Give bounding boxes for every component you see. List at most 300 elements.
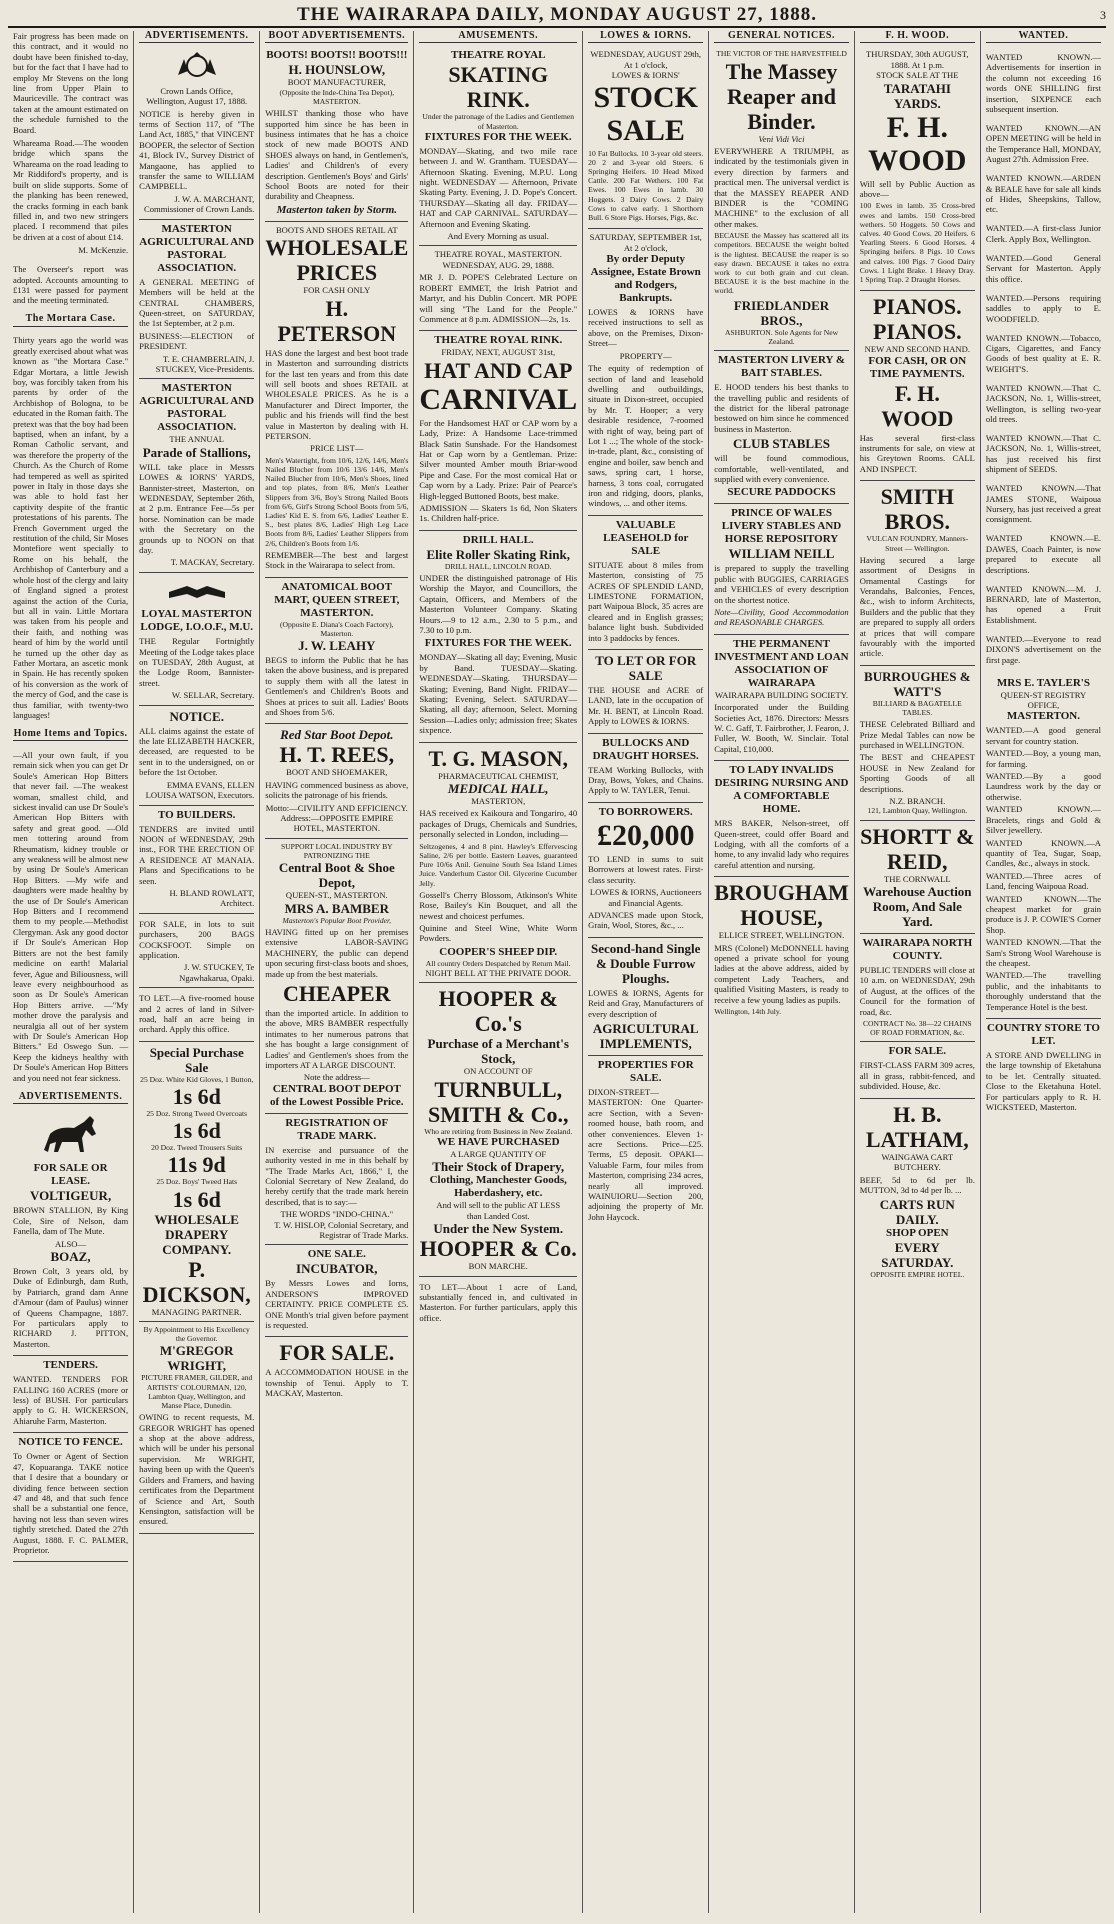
auctioneers: LOWES & IORNS, Auctioneers and Financial Agents. [589,887,702,908]
wanted-item: WANTED KNOWN.—AN OPEN MEETING will be held in the Temperance Hall, MONDAY, August 27th. Admission Free. [985,123,1102,165]
permanent-ad [714,635,848,761]
red-star-title: Red Star Boot Depot. [280,727,394,743]
anatomical-sub: (Opposite E. Diana's Coach Factory), Masterton. [280,619,394,638]
wood-sale-ad [860,46,975,291]
wanted-item: WANTED KNOWN.—M. J. BERNARD, late of Masterton, has opened a Fruit Establishment. [985,583,1102,625]
ladies-text: MRS BAKER, Nelson-street, off Queen-street, could offer Board and Lodging, with all the comforts of a home, to any invalid lady who requires careful attention and nursing. [714,818,849,870]
rees-address: Address:—OPPOSITE EMPIRE HOTEL, MASTERTON. [280,813,394,834]
voltigeur-text: BROWN STALLION, By King Cole, Sire of Nelson, dam Fanella, dam of The Mute. [13,1205,129,1237]
carnival-admission: ADMISSION — Skaters 1s 6d, Non Skaters 1s. Children half-price. [419,502,578,524]
hooper-ad [419,983,577,1276]
column-2 [134,31,260,1913]
cheaper-text: than the imported article. In addition to the above, MRS BAMBER respectfully intimates to her numerous patrons that she has bought a large consignment of Ladies' and Gentlemen's shoes from the importers AT A LARGE DISCOUNT. [265,1007,409,1070]
wanted-item: WANTED KNOWN.—E. DAWES, Coach Painter, is now prepared to execute all descriptions. [985,533,1102,575]
stock-sale-title: STOCK SALE [593,80,698,147]
cocksfoot-ad [139,914,254,988]
loan-text: TO LEND in sums to suit Borrowers at lowest rates. First-class security. [588,853,704,885]
anatomical-title: ANATOMICAL BOOT MART, QUEEN STREET, MASTERTON. [274,580,400,619]
wales-title: PRINCE OF WALES LIVERY STABLES AND HORSE REPOSITORY [721,507,842,546]
medical-hall: MEDICAL HALL, [447,781,549,797]
wood-name-2: F. H. WOOD [881,380,954,431]
carnival-ad [419,331,577,530]
hounslow-text: WHILST thanking those who have supported him since he has been in business intimates that he has a choice stock of new made BOOTS AND SHOES always on hand, in Gentlemen's, Ladies' and Children's of every description. Gentlemen's Boys' and Girls' School Boots are noted for their durability and Cheapness. [265,108,409,202]
sale-who: LOWES & IORNS' [611,70,680,81]
crown-text: NOTICE is hereby given in terms of Section 117, of "The Land Act, 1885," that VINCENT BOOPER, the selector of Section 41, Block IV., Survey District of Mangaone, has applied to transfer the same to WILLIAM CAMPBELL. [139,108,255,192]
brougham-address: ELLICE STREET, WELLINGTON. [718,930,845,941]
county-title: WAIRARAPA NORTH COUNTY. [862,937,973,963]
hat-cap: HAT AND CAP [424,357,573,383]
neill-text: is prepared to supply the travelling public with BUGGIES, CARRIAGES and VEHICLES of every description on the shortest notice. [714,563,849,605]
voltigeur-ad [13,1107,128,1356]
country-orders: All country Orders Despatched by Return Mail. [425,958,571,968]
shop-open: SHOP OPEN [885,1227,949,1240]
landed-cost: than Landed Cost. [466,1210,530,1221]
billiard-title: BILLIARD & BAGATELLE TABLES. [872,698,962,717]
registration-title: REGISTRATION OF TRADE MARK. [285,1116,389,1142]
saturday-date: SATURDAY, SEPTEMBER 1st, At 2 o'clock, [589,232,702,253]
elite-title: Elite Roller Skating Rink, [426,546,570,562]
hounslow-address: (Opposite the Inde-China Tea Depot), MASTERTON. [279,87,395,107]
vulcan: VULCAN FOUNDRY, Manners-Street — Wellington. [866,534,969,553]
elite-text: UNDER the distinguished patronage of His Worship the Mayor, and Councillors, the Captain, Officers, and Members of the Masterton Volunteer Company. Skating Hours.—9 to 12 a.m., 2.30 to 5 p.m., and 7.30 to 10 p.m. [419,572,578,636]
registry-item: WANTED KNOWN.—A quantity of Tea, Sugar, Soap, Candles, &c., always in stock. [985,837,1102,869]
wales-ad [714,504,848,634]
turnbull-name: TURNBULL, SMITH & Co., [427,1076,569,1127]
notice-text: ALL claims against the estate of the late ELIZABETH HACKER, deceased, are requested to be sent in to the undersigned, on or before the 1st October. [139,725,255,778]
purchase-title: Purchase of a Merchant's [427,1036,569,1052]
every-morning: And Every Morning as usual. [447,231,549,242]
forsale-title: FOR SALE. [279,1340,395,1366]
cheaper: CHEAPER [283,980,391,1006]
hooper-signature: HOOPER & Co. [419,1236,577,1262]
agri-title: AGRICULTURAL IMPLEMENTS, [592,1020,699,1051]
bullocks-ad [588,734,703,803]
price-value: 1s 6d [172,1084,221,1110]
cocksfoot-text: FOR SALE, in lots to suit purchasers, 200 BAGS COCKSFOOT. Simple on application. [139,918,255,960]
signature: M. McKenzie. [78,245,129,256]
lodge-ad [139,573,254,706]
tenders-ad [13,1356,128,1433]
overseer-text: The Overseer's report was adopted. Accounts amounting to £131 were passed for payment and the meeting terminated. [13,264,129,306]
latham-ad [860,1099,975,1284]
best-house: The BEST and CHEAPEST HOUSE in New Zealand for Sporting Goods of all descriptions. [859,752,975,794]
price-value: 11s 9d [167,1152,226,1178]
mcgregor-ad [139,1322,254,1534]
concert-text: MR J. D. POPE'S Celebrated Lecture on ROBERT EMMET, the Irish Patriot and Martyr, and his Dublin Concert. MR POPE will sing "The Land for the People." Commence at 8 p.m. ADMISSION—2s, 1s. [419,272,578,324]
leasehold-title: VALUABLE LEASEHOLD for SALE [603,518,689,557]
large-quantity: A LARGE QUANTITY OF [450,1148,547,1159]
registry-item: WANTED KNOWN.—Bracelets, rings and Gold & Silver jewellery. [985,804,1102,836]
column-4 [414,31,583,1913]
latham-name: H. B. LATHAM, [865,1101,969,1152]
page-number: 3 [1100,7,1106,22]
intro-text-2: Whareama Road.—The wooden bridge which spans the Whareama on the road leading to Mr Riddiford's property, and is built on slide supports. Some of the planking has been renewed, the cracks forming in each bank filled in, and two new stringers placed. I recommend that piles be driven at a cost of about £14. [13,138,129,242]
property-label: PROPERTY— [619,350,672,361]
special-title: Special Purchase Sale [149,1044,244,1075]
price-row [139,1143,254,1177]
night-bell: NIGHT BELL AT THE PRIVATE DOOR. [425,967,572,978]
club-text: will be found commodious, comfortable, well-ventilated, and supplied with every convenience. [714,453,849,484]
hounslow-role: BOOT MANUFACTURER, [287,77,386,88]
elite-ad [419,531,577,743]
lodge-signature: W. SELLAR, Secretary. [171,690,255,701]
sell-text: And will sell to the public AT LESS [436,1200,561,1211]
crown-date: Wellington, August 17, 1888. [146,96,248,107]
wanted-item: WANTED.—Good General Servant for Masterton. Apply this office. [985,252,1102,284]
neill-note: Note—Civility, Good Accommodation and REASONABLE CHARGES. [714,606,849,628]
livery-title: MASTERTON LIVERY & BAIT STABLES. [718,354,845,380]
bamber-sub: Masterton's Popular Boot Provider, [282,915,392,925]
general-notices-header: GENERAL NOTICES. [714,31,848,43]
parade-title: Parade of Stallions, [142,444,251,460]
properties-text: DIXON-STREET—MASTERTON: One Quarter-acre Section, with a Seven-roomed house, bath room, and other conveniences. Eleven 1-acre Sections. Price—£25. Terms, £5 deposit. OPAKI—Valuable Farm, four miles from Masterton, comprising 234 acres, nearly all improved. WAINUIORU—Section 200, adjoining the property of Mr. John Haycock. [588,1086,704,1222]
mortara-text: Thirty years ago the world was greatly exercised about what was known as "the Mortara Case." Edgar Mortara, a little Jewish boy, was forcibly taken from his parents by order of the Archbishop of Bologna, to be educated in the Roman faith. The pretext was that the boy had been baptised, when an infant, by a Roman Catholic servant, and was therefore the property of the Church. As the Church of Rome had tempered as well as spirited power in Italy in those days she was able to hold fast her captivity despite of the frantic protestations of his parents. The French Government urged the restitution of the child, Sir Moses Montefiore went specially to Rome on his behalf, the Archbishop of Canterbury and a whole host of the clergy and laity of England signed a protest against the action of the Curia, but all in vain. Little Mortara was taken from his people and their faith, and nothing was heard of him by the world until he turned up the other day as Father Mortara, an ascetic monk in Spain. He has recently spoken of his conversion as the work of the mercy of God, and the case is thus familiar, with twenty-two languages! [13,335,129,720]
tenders-title: TENDERS. [43,1359,98,1372]
stock-title: Stock, [481,1051,516,1067]
because-text: BECAUSE the Massey has scattered all its competitors. BECAUSE the weight bolted is the lightest. BECAUSE the reaper is so easy drawn. BECAUSE it takes no extra work to cut both grain and cut clean. BECAUSE it is the best machine in the world. [714,231,849,296]
wood-date: THURSDAY, 30th AUGUST, 1888. At 1 p.m. [866,49,969,70]
hooper-title: HOOPER & Co.'s [438,986,558,1037]
neill-name: WILLIAM NEILL [728,546,835,562]
price-label: 25 Doz. Boys' Tweed Hats [156,1177,238,1187]
wanted-item: WANTED KNOWN.—That JAMES STONE, Waipoua Nursery, has just received a great consignment. [985,483,1102,525]
properties-ad [588,1056,703,1228]
club-title: CLUB STABLES [733,436,830,452]
hounslow-ad [265,46,408,221]
new-system: Under the New System. [433,1221,564,1237]
peterson-text: HAS done the largest and best boot trade in Masterton and surrounding districts for the last ten years and from this date will sell boots and shoes RETAIL at WHOLESALE PRICES. As he is a Manufacturer and Direct Importer, the public and his friends will find the best value in Masterton by dealing with H. PETERSON. [265,347,409,441]
peterson-name: H. PETERSON [277,295,397,346]
county-ad [860,934,975,1042]
wanted-item: WANTED KNOWN.—That C. JACKSON, No. 1, Willis-street, Wellington, is selling two-year old trees. [985,382,1102,424]
agents-text: LOWES & IORNS, Agents for Reid and Gray, Manufacturers of every description of [588,987,704,1019]
haberdashery-title: Haberdashery, etc. [454,1187,543,1200]
rees-name: H. T. REES, [279,742,395,768]
bon-marche: BON MARCHE. [468,1261,528,1272]
secure-paddocks: SECURE PADDOCKS [727,486,836,499]
farm-sale-ad [860,1042,975,1098]
country-store-ad [986,1019,1101,1118]
billiard-ad [860,666,975,821]
lodge-title: LOYAL MASTERTON LODGE, I.O.O.F., M.U. [140,608,254,634]
lowes-header: LOWES & IORNS. [588,31,703,43]
central-depot: CENTRAL BOOT DEPOT [272,1082,401,1095]
latham-text: BEEF, 5d to 6d per lb. MUTTON, 3d to 4d per lb. ... [859,1174,975,1195]
mcgregor-subtitle: PICTURE FRAMER, GILDER, and ARTISTS' COLOURMAN, 120, Lambton Quay, Wellington, and Manse Place, Dunedin. [141,1373,253,1411]
brougham-text: MRS (Colonel) McDONNELL having opened a private school for young ladies at the above address, aided by competent Lady Teachers, and qualified Visiting Masters, is ready to receive a few young ladies as pupils. [714,942,849,1005]
lodge-text: THE Regular Fortnightly Meeting of the Lodge takes place on TUESDAY, 28th August, at the Lodge Room, Bannister-street. [139,636,255,688]
column-3 [260,31,414,1913]
drapery: DRAPERY [165,1226,229,1242]
wanted-item: WANTED KNOWN.—Tobacco, Cigars, Cigarettes, and Fancy Goods of best quality at E. R. WEIGHT'S. [985,332,1102,374]
builders-signature: H. BLAND ROWLATT, Architect. [169,887,255,909]
friedlander-sub: ASHBURTON. Sole Agents for New Zealand. [724,327,839,346]
builders-ad [139,806,254,914]
cash-terms: FOR CASH, OR ON TIME PAYMENTS. [868,354,967,380]
crown-signature: J. W. A. MARCHANT, Commissioner of Crown Lands. [144,193,255,215]
hounslow-name: H. HOUNSLOW, [288,62,386,78]
notice-to-fence-text: To Owner or Agent of Section 47, Kopuaranga. TAKE notice that I desire that a boundary or dividing fence between section 47 and 48, and that such fence shall be a substantial one fence, having not less than seven wires tightly stretched. Dated the 27th August, 1888. F. C. PALMER, Proprietor. [13,1451,129,1555]
mortara-title: The Mortara Case. [13,314,128,326]
wanted-item: WANTED KNOWN.—That C. JACKSON, No. 1, Willis-street, has just received his first shipment of SEEDS. [985,432,1102,475]
friedlander-name: FRIEDLANDER BROS., [733,297,830,328]
masterton-association-ad [139,220,254,380]
accommodation-ad [265,1337,408,1404]
tolet-text: TO LET.—A five-roomed house and 2 acres of land in Silver-road, half an acre being in orchard. Apply this office. [139,993,255,1035]
rees-text: HAVING commenced business as above, solicits the patronage of his friends. [265,779,409,801]
column-8 [981,31,1106,1913]
theatre-title: THEATRE ROYAL [451,49,546,62]
column-7 [855,31,981,1913]
deputy-text: LOWES & IORNS have received instructions to sell as above, on the Premises, Dixon-Street— [588,307,704,349]
ladies-title: TO LADY INVALIDS DESIRING NURSING AND A COMFORTABLE HOME. [714,764,849,816]
smith-text: Having secured a large assortment of Designs in Ornamental Castings for Verandahs, Balconies, Fences, &c., wish to inform Architects, Builders and the public that they are prepared to supply all orders at prices that will compare favourably with the imported article. [859,554,975,659]
sale-date: WEDNESDAY, AUGUST 29th, At 1 o'clock, [590,49,702,70]
dickson-role: MANAGING PARTNER. [151,1306,242,1317]
wanted-item: WANTED.—Persons requiring saddles to apply to E. WOODFIELD. [985,292,1102,324]
contract-title: CONTRACT No. 38—22 CHAINS OF ROAD FORMATION, &c. [862,1019,972,1038]
carnival-text: For the Handsomest HAT or CAP worn by a Lady, Prize: A Handsome Lace-trimmed Black Satin Sunshade. For the Handsomest Hat or Cap worn by a Gentleman. Prize: Silver mounted Amber mouth Briar-wood Pipe and Case. For the most comical Hat or Cap worn by a Lady. Prize: Pair of Pearce's High-legged Buttoned Boots, best make. [419,417,578,501]
taratahi-yards: TARATAHI YARDS. [883,80,951,111]
registry-title: QUEEN-ST REGISTRY OFFICE, [1000,689,1087,711]
boots-banner: BOOTS! BOOTS!! BOOTS!!! [266,49,408,62]
registry-item: WANTED KNOWN.—The cheapest market for grain produce is J. P. COWIE'S Corner Shop. [985,893,1102,935]
warehouse-title: Warehouse Auction Room, And Sale Yard. [863,884,972,930]
home-items-text: —All your own fault, if you remain sick when you can get Dr Soule's American Hop Bitters that never fail. —The weakest woman, smallest child, and sickest invalid can use Dr Soule's American Hop Bitters with safety and great good. —Old men tottering around from Rheumatism, kidney trouble or any weakness will be almost new by using Dr Soule's American Hop Bitters. —My wife and daughters were made healthy by the use of Dr Soule's American Hop Bitters and I recommend them to my people.—Methodist Clergyman. Ask any good doctor if Dr Soule's American Hop Bitters are not the best family medicine on earth! Malarial fever, Ague and Biliousness, will leave every neighbourhood as soon as Dr Soule's American Hop Bitters arrive. —"My mother drove the paralysis and neuralgia all out of her system with Dr Soule's American Hop Bitters." Ed Oswego Sun. —Keep the kidneys healthy with Dr Soule's American Hop Bitters and you need not fear sickness. [13,749,129,1083]
bamber-text: HAVING fitted up on her premises extensive LABOR-SAVING MACHINERY, the public can depend upon securing first-class boots and shoes, made up from the best materials. [265,926,409,979]
shortt-ad [860,821,975,934]
boaz-text: Brown Colt, 3 years old, by Duke of Edinburgh, dam Ruth, by Patriarch, grand dam Anne d'Amour (dam of Paulus) winner of Queens Champagne, 1887. For particulars apply to RICHARD J. PITTON, Masterton. [13,1266,129,1349]
company: COMPANY. [162,1241,232,1257]
voltigeur-name: VOLTIGEUR, [29,1188,112,1204]
anatomical-ad [265,578,408,725]
association-text: A GENERAL MEETING of Members will be held at the CENTRAL CHAMBERS, Queen-street, on SATURDAY, the 1st September, at 2 p.m. [139,276,255,329]
wood-list: 100 Ewes in lamb. 35 Cross-bred ewes and lambs. 150 Cross-bred wethers. 50 Hoggets. 50 Cows and calves. 40 Good Cows. 20 Heifers. 6 Yearling Steers. 6 Good Horses. 4 Springing heifers. 8 Pigs. 10 Cows and calves. 100 Pigs. 7 Good Dairy Cows. 1 Light Brake. 1 Heavy Dray. 1 Spring Trap. 2 Draught Horses. [859,201,975,285]
carnival: CARNIVAL [419,382,578,416]
registry-item: WANTED.—Boy, a young man, for farming. [985,748,1102,769]
remember-text: REMEMBER—The best and largest Stock in the Wairarapa to select from. [265,549,409,571]
registry-item: WANTED.—Three acres of Land, fencing Waipoua Road. [985,870,1102,892]
rees-motto: Motto:—CIVILITY AND EFFICIENCY. [265,802,408,813]
bamber-name: MRS A. BAMBER [284,900,389,916]
registry-town: MASTERTON. [1006,710,1080,723]
mason-role: PHARMACEUTICAL CHEMIST, [438,770,559,781]
registry-item: WANTED.—By a good Laundress work by the day or otherwise. [985,771,1102,802]
boaz-name: BOAZ, [50,1249,91,1264]
wood-stock-sale: STOCK SALE AT THE [876,70,959,81]
dickson-name: P. DICKSON, [142,1256,251,1307]
mcgregor-body: OWING to recent requests, M. GREGOR WRIGHT has opened a shop at the above address, which will be under his personal supervision. Mr WRIGHT, having been up with the Queen's Gilders and Framers, and having certificates from the Department of Science and Art, South Kensington, satisfaction will be ensured. [139,1412,255,1527]
intro-text: Fair progress has been made on this contract, and it would no doubt have been finished to-day, but for the fact that I have had to employ Mr Stevens on the long line from Upper Plain to Mauriceville. The contract was taken at the amount estimated on the schedule furnished to the Board. [13,31,129,135]
mason-name: T. G. MASON, [428,745,568,771]
rink-title: THEATRE ROYAL RINK. [434,334,563,347]
wood-text: Will sell by Public Auction as above— [859,178,975,200]
royal-crest-icon [139,51,254,83]
smith-name: SMITH BROS. [880,484,954,535]
builders-text: TENDERS are invited until NOON of WEDNESDAY, 29th inst., FOR THE ERECTION OF A RESIDENCE AT MANAIA. Plans and Specifications to be seen. [139,823,255,886]
brougham-date: Wellington, 14th July. [714,1007,782,1017]
victor-line: THE VICTOR OF THE HARVESTFIELD [716,49,847,59]
massey-text: EVERYWHERE A TRIUMPH, as indicated by the testimonials given in every direction by farmers and practical men. The universal verdict is that the MASSEY REAPER AND BINDER is the "COMING MACHINE" to the exclusion of all other makes. [714,146,849,229]
rees-role: BOOT AND SHOEMAKER, [286,767,388,778]
incubator-text: By Messrs Lowes and Iorns, ANDERSON'S IMPROVED CERTAINTY. PRICE COMPLETE £5. ONE Month's trial given before payment is requested. [265,1278,409,1331]
lady-invalids-ad [714,761,848,877]
price-row [139,1109,254,1143]
price-row [139,1075,254,1109]
wood-header: F. H. WOOD. [860,31,975,43]
concert-title: THEATRE ROYAL, MASTERTON. WEDNESDAY, AUG. 29, 1888. [434,249,562,270]
parade-association: MASTERTON AGRICULTURAL AND PASTORAL ASSOCIATION. [139,382,255,434]
wanted-item: WANTED KNOWN.—Advertisements for insertion in the column not exceeding 16 words ONE SHILLING first insertion, SIXPENCE each subsequent insertion. [985,52,1102,115]
brougham-title: BROUGHAM HOUSE, [714,880,849,931]
wanted-item: WANTED KNOWN.—ARDEN & BEALE have for sale all kinds of Hides, Sheepskins, Tallow, etc. [985,173,1102,215]
pianos-title: PIANOS. PIANOS. [872,294,962,345]
permanent-sub: WAIRARAPA BUILDING SOCIETY. [715,689,848,700]
association-business: BUSINESS:—ELECTION of PRESIDENT. [139,330,255,352]
county-text: PUBLIC TENDERS will close at 10 a.m. on WEDNESDAY, 29th of August, at the offices of the Council for the formation of road, &c. [859,965,975,1017]
brougham-ad [714,877,848,1020]
skating-title: SKATING RINK. [448,62,549,113]
pianos-ad [860,291,975,481]
handshake-icon [139,578,254,606]
purchased-title: WE HAVE PURCHASED [436,1135,560,1148]
opposite-hotel: OPPOSITE EMPIRE HOTEL. [870,1270,965,1280]
cooper-dip: COOPER'S SHEEP DIP. [439,945,558,958]
incubator-title: ONE SALE. [307,1248,366,1261]
red-star-ad [265,724,408,838]
wanted-header: WANTED. [986,31,1101,43]
burroughes-name: BURROUGHES & WATT'S [864,668,971,699]
property-text: The equity of redemption of section of land and leasehold dwelling and outbuildings, situate in Dixon-street, occupied by Mr. T. Hooper; a very desirable residence, 7-roomed with right of way, being part of Lot 1 ...; The whole of the stock-in-trade, plant, &c., consisting of engine and boiler, saw bench and saws, spring cart, 1 horse, harness, 3 tons coal, corrugated iron and ridging, doors, planks, windows, ... and other items. [588,363,704,509]
notice-to-fence-title: NOTICE TO FENCE. [18,1436,123,1449]
special-purchase-ad [139,1042,254,1322]
cornwall: THE CORNWALL [884,873,951,884]
borrowers-ad [588,803,703,938]
also-label: ALSO— [55,1238,87,1249]
registry-item: WANTED.—A good general servant for country station. [985,725,1102,746]
association-title: MASTERTON AGRICULTURAL AND PASTORAL ASSOCIATION. [139,222,255,274]
mason-text: HAS received ex Kaikoura and Tongariro, 40 packages of Drugs, Chemicals and Sundries, personally selected in London, including— [419,808,578,840]
tenders-text: WANTED. TENDERS FOR FALLING 160 ACRES (more or less) of BUSH. For particulars apply to G. H. WICKERSON, Ahiaruhe Farm, Masterton. [13,1374,129,1426]
shortt-name: SHORTT & REID, [860,823,975,874]
skating-sub: Under the patronage of the Ladies and Gentlemen of Masterton. [422,112,575,131]
masthead-title: THE WAIRARAPA DAILY, MONDAY AUGUST 27, 1888. [297,4,817,25]
rink-date: FRIDAY, NEXT, AUGUST 31st, [441,347,556,358]
mason-text-3: Quinine and Steel Wine, White Worm Powders. [419,922,578,944]
smith-ad [860,481,975,665]
nz-branch: N.Z. BRANCH. [889,796,946,807]
every-saturday: EVERY SATURDAY. [881,1240,954,1271]
columns [8,31,1106,1913]
ploughs-ad [588,938,703,1056]
parade-text: WILL take place in Messrs LOWES & IORNS' YARDS, Bannister-street, Masterton, on WEDNESDAY, September 26th, at 2 p.m. Entrance Fee—5s per horse. Nomination can be made with the Secretary on the grounds up to NOON on that day. [139,461,255,555]
central-title: Central Boot & Shoe Depot, [278,860,395,891]
registration-words: THE WORDS "INDO-CHINA." [280,1209,394,1220]
butchery: WAINGAWA CART BUTCHERY. [881,1151,954,1173]
mason-address: MASTERTON, [471,796,526,807]
lowest-price: of the Lowest Possible Price. [270,1095,404,1108]
drill-title: DRILL HALL. [462,533,534,546]
incubator-name: INCUBATOR, [296,1261,378,1277]
advertisements-header: ADVERTISEMENTS. [139,31,254,43]
mason-list: Seltzogenes, 4 and 8 pint. Hawley's Effervescing Saline, 2/6 per bottle. Eastern Leaves, guaranteed Pure 10/6s Anil. Genuine South Sea Island Limes Juice. Vanderhum Castor Oil. Glycerine Cucumber Jelly. [419,841,578,888]
column-6 [709,31,854,1913]
cocksfoot-signature: J. W. STUCKEY, Te Ngawhakarua, Opaki. [179,962,255,983]
horse-icon [13,1112,128,1160]
wood2-text: Has several first-class instruments for sale, on view at his Greytown Rooms. CALL AND INSPECT. [859,432,975,474]
elite-address: DRILL HALL, LINCOLN ROAD. [444,561,552,571]
cash-only: FOR CASH ONLY [303,285,371,296]
advances-text: ADVANCES made upon Stock, Grain, Wool, Stores, &c., ... [588,909,704,931]
crown-lands-ad [139,46,254,219]
price-label: 25 Doz. White Kid Gloves, 1 Button, [140,1074,254,1084]
livery-text: E. HOOD tenders his best thanks to the travelling public and residents of the district for the liberal patronage bestowed on him since he commenced business in Masterton. [714,382,849,434]
bullocks-text: TEAM Working Bullocks, with Dray, Bows, Yokes, and Chains. Apply to W. TAYLER, Tenui. [588,764,704,796]
elite-fixtures: FIXTURES FOR THE WEEK. [424,637,572,650]
price-list-title: PRICE LIST— [310,443,364,454]
drapery-title: Their Stock of Drapery, [432,1159,565,1175]
notice-to-fence-ad [13,1433,128,1562]
peterson-ad [265,222,408,578]
price-row [139,1177,254,1211]
elite-fixtures-text: MONDAY—Skating all day; Evening, Music by Band. TUESDAY—Skating. WEDNESDAY—Skating. THURSDAY—Skating; Evening, Band Night. FRIDAY—Skating; Evening, Select. SATURDAY—Skating, all day; afternoon, Select. Morning Session—Ladies only; admission free; Skates sixpence. [419,652,578,736]
mason-ad [419,743,577,984]
mason-text-2: Gossell's Cherry Blossom, Atkinson's White Rose, Bailey's Kin Bouquet, and all the newest and choicest perfumes. [419,889,578,921]
loan-amount: £20,000 [596,818,695,852]
deputy-title: By order Deputy Assignee, Estate Brown and Rodgers, Bankrupts. [590,253,701,305]
price-list: Men's Watertight, from 10/6, 12/6, 14/6, Men's Nailed Blucher from 10/6 13/6 14/6, Men's Nailed Blucher from 10/6, Men's Shoes, lined and top plates, from 8/6, Men's Leather Slippers from 3/6, Boy's Strong Nailed Boots from 6/6, Girl's Strong School Boots from 5/6, Ladies' Kid E. S. from 6/6, Ladies' Leather E. S., best plates 8/6, Ladies' High Leg Lace Boots from 8/6, Ladies' Leather Slippers from 2/6, Children's Boots from 1/6. [265,455,409,548]
parade-ad [139,379,254,572]
incubator-ad [265,1245,408,1337]
price-label: 20 Doz. Tweed Trousers Suits [151,1143,243,1153]
registration-text: IN exercise and pursuance of the authority vested in me in this behalf by "The Trade Marks Act, 1866," I, the Colonial Secretary of New Zealand, do hereby certify that the trade mark herein described, that is to say:— [265,1144,409,1207]
properties-title: PROPERTIES FOR SALE. [597,1058,694,1084]
wanted-item: WANTED.—A first-class Junior Clerk. Apply Box, Wellington. [985,223,1102,244]
forsale-text: A ACCOMMODATION HOUSE in the township of Tenui. Apply to T. MACKAY, Masterton. [265,1367,409,1399]
farm-text: FIRST-CLASS FARM 309 acres, all in grass, rabbit-fenced, and subdivided. House, &c. [859,1060,975,1092]
fixtures-title: FIXTURES FOR THE WEEK. [424,130,572,143]
leahy-name: J. W. LEAHY [298,638,376,653]
builders-title: TO BUILDERS. [157,808,236,821]
column-5 [583,31,709,1913]
leasehold-text: SITUATE about 8 miles from Masterton, consisting of 75 ACRES OF SPLENDID LAND, LIMESTONE FORMATION, part Waipoua Block, 35 acres are cleared and in English grasses; balance light bush. Subdivided into 3 paddocks by fences. [588,559,704,643]
notice-signature: EMMA EVANS, ELLEN LOUISA WATSON, Executors. [145,779,255,801]
retiring-text: Who are retiring from Business in New Zealand. [424,1126,573,1136]
wood-name: F. H. WOOD [868,110,967,177]
new-second: NEW AND SECOND HAND. [864,344,970,355]
price-label: 25 Doz. Strong Tweed Overcoats [146,1109,248,1119]
wholesale-line: BOOTS AND SHOES RETAIL AT [275,224,398,235]
stock-list: 10 Fat Bullocks. 10 3-year old steers. 20 2 and 3-year old Steers. 6 Springing Heifers. 10 Head Mixed Cattle. 200 Fat Wethers. 100 Fat Ewes. 100 Ewes in lamb. 30 Hoggets. 3 Dairy Cows. 2 Dairy Cows to calve early. 1 Shorthorn Bull. 6 Store Pigs. Horses, Pigs, &c. [588,148,704,223]
house-tolet-title: TO LET OR FOR SALE [595,653,697,684]
tayler-name: MRS E. TAYLER'S [996,676,1090,689]
land-tolet-text: TO LET—About 1 acre of Land, substantially fenced in, and cultivated in Masterton. For further particulars, apply this office. [419,1281,578,1323]
prices-big: PRICES [296,260,378,286]
fixtures-text: MONDAY—Skating, and two mile race between J. and W. Grantham. TUESDAY—Afternoon Skating. Evening, M.P.U. Long night. WEDNESDAY — Afternoon, Private Skating Party. Evening, J. D. Pope's Concert. THURSDAY—Skating all day. FRIDAY—HAT and CAP CARNIVAL. SATURDAY—Afternoon and Evening Skating. [419,145,578,229]
leasehold-ad [588,516,703,650]
note-address: Note the address— [303,1072,370,1083]
deputy-ad [588,229,703,516]
billiard-text: THESE Celebrated Billiard and Prize Medal Tables can now be purchased in WELLINGTON. [859,719,975,750]
ploughs-title: Second-hand Single & Double Furrow Ploughs. [590,940,701,986]
massey-ad [714,46,848,351]
skating-ad [419,46,577,246]
amusements-header: AMUSEMENTS. [419,31,577,43]
support-line: SUPPORT LOCAL INDUSTRY BY PATRONIZING THE [280,841,393,861]
price-value: 1s 6d [172,1186,221,1212]
farm-title: FOR SALE. [888,1045,947,1058]
wanted-list [986,52,1101,665]
